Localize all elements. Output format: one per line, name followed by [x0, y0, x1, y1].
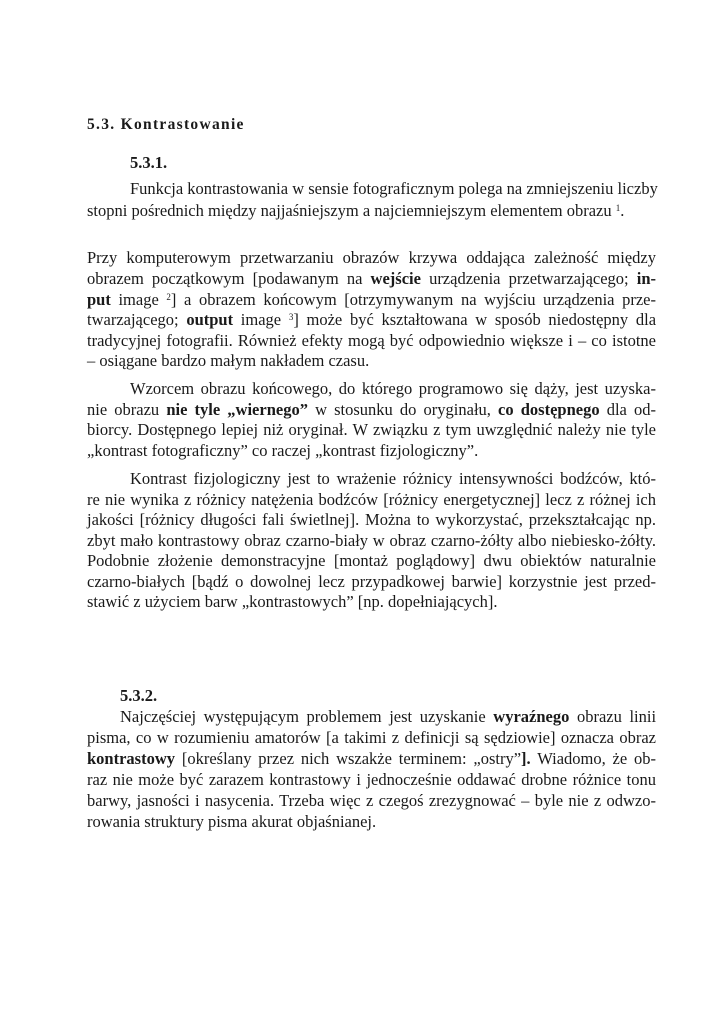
paragraph-2-line-6: – osiągane bardzo małym nakładem czasu.	[87, 351, 370, 370]
paragraph-1-line-2: stopni pośrednich między najjaśniejszym a najciemniejszym elementem obrazu $^1$.	[87, 201, 625, 220]
paragraph-5-line-4: raz nie może być zarazem kontrastowy i jednocześnie oddawać drobne różnice tonu	[87, 770, 656, 789]
paragraph-5-line-2: pisma, co w rozumieniu amatorów [a takimi z definicji są sędziowie] oznacza obraz	[87, 728, 656, 747]
term-wyraznego: wyraźnego	[493, 707, 570, 726]
footnote-ref-3: 3	[288, 312, 294, 322]
paragraph-2-line-2: obrazem początkowym [podawanym na wejście urządzenia przetwarzającego; in-	[87, 269, 657, 288]
footnote-ref-1: 1	[615, 203, 621, 213]
paragraph-4-line-6: czarno-białych [bądź o dowolnej lecz przypadkowej barwie] korzystnie jest przed-	[87, 572, 656, 591]
paragraph-1-line-1: Funkcja kontrastowania w sensie fotograficznym polega na zmniejszeniu liczby	[130, 179, 658, 198]
bold-bracket: ].	[521, 749, 531, 768]
term-input-start: in-	[636, 269, 657, 288]
subsection-number-5-3-2: 5.3.2.	[120, 686, 158, 705]
phrase-co-dostepnego: co dostępnego	[498, 400, 600, 419]
paragraph-3-line-4: „kontrast fotograficzny” co raczej „kontrast fizjologiczny”.	[87, 441, 479, 460]
paragraph-2-line-4: twarzającego; output image $^3$] może być kształtowana w sposób niedostępny dla	[87, 310, 657, 329]
paragraph-4-line-1: Kontrast fizjologiczny jest to wrażenie różnicy intensywności bodźców, któ-	[130, 469, 656, 488]
paragraph-3-line-3: biorcy. Dostępnego lepiej niż oryginał. W związku z tym uwzględnić należy nie tyle	[87, 420, 656, 439]
phrase-nie-tyle-wiernego: nie tyle „wiernego”	[166, 400, 308, 419]
paragraph-3-line-2: nie obrazu nie tyle „wiernego” w stosunku do oryginału, co dostępnego dla od-	[87, 400, 656, 419]
paragraph-4-line-4: zbyt mało kontrastowy obraz czarno-biały w obraz czarno-żółty albo niebiesko-żółty.	[87, 531, 656, 550]
term-kontrastowy: kontrastowy	[87, 749, 176, 768]
section-heading: 5.3. Kontrastowanie	[87, 116, 245, 133]
paragraph-4-line-5: Podobnie złożenie demonstracyjne [montaż poglądowy] dwu obiektów naturalnie	[87, 551, 656, 570]
paragraph-5-line-1: Najczęściej występującym problemem jest uzyskanie wyraźnego obrazu linii	[120, 707, 657, 726]
term-input-end: put	[87, 290, 111, 309]
term-output: output	[186, 310, 234, 329]
paragraph-2-line-5: tradycyjnej fotografii. Również efekty mogą być odpowiednio większe i – co istotne	[87, 331, 656, 350]
paragraph-5-line-6: rowania struktury pisma akurat objaśnianej.	[87, 812, 377, 831]
subsection-number-5-3-1: 5.3.1.	[130, 153, 168, 172]
paragraph-2-line-3: put image $^2$] a obrazem końcowym [otrzymywanym na wyjściu urządzenia prze-	[87, 290, 656, 309]
term-wejscie: wejście	[370, 269, 421, 288]
paragraph-3-line-1: Wzorcem obrazu końcowego, do którego programowo się dąży, jest uzyska-	[130, 379, 656, 398]
paragraph-4-line-3: jakości [różnicy długości fali świetlnej]. Można to wykorzystać, przekształcając np.	[87, 510, 656, 529]
paragraph-5-line-5: barwy, jasności i nasycenia. Trzeba więc z czegoś zrezygnować – byle nie z odwzo-	[87, 791, 656, 810]
paragraph-2-line-1: Przy komputerowym przetwarzaniu obrazów krzywa oddająca zależność między	[87, 248, 656, 267]
footnote-ref-2: 2	[166, 292, 171, 302]
paragraph-4-line-7: stawić z użyciem barw „kontrastowych” [np. dopełniających].	[87, 592, 498, 611]
paragraph-4-line-2: re nie wynika z różnicy natężenia bodźców [różnicy energetycznej] lecz z różnej ich	[87, 490, 656, 509]
paragraph-5-line-3: kontrastowy [określany przez nich wszakże terminem: „ostry”]. Wiadomo, że ob-	[87, 749, 657, 768]
